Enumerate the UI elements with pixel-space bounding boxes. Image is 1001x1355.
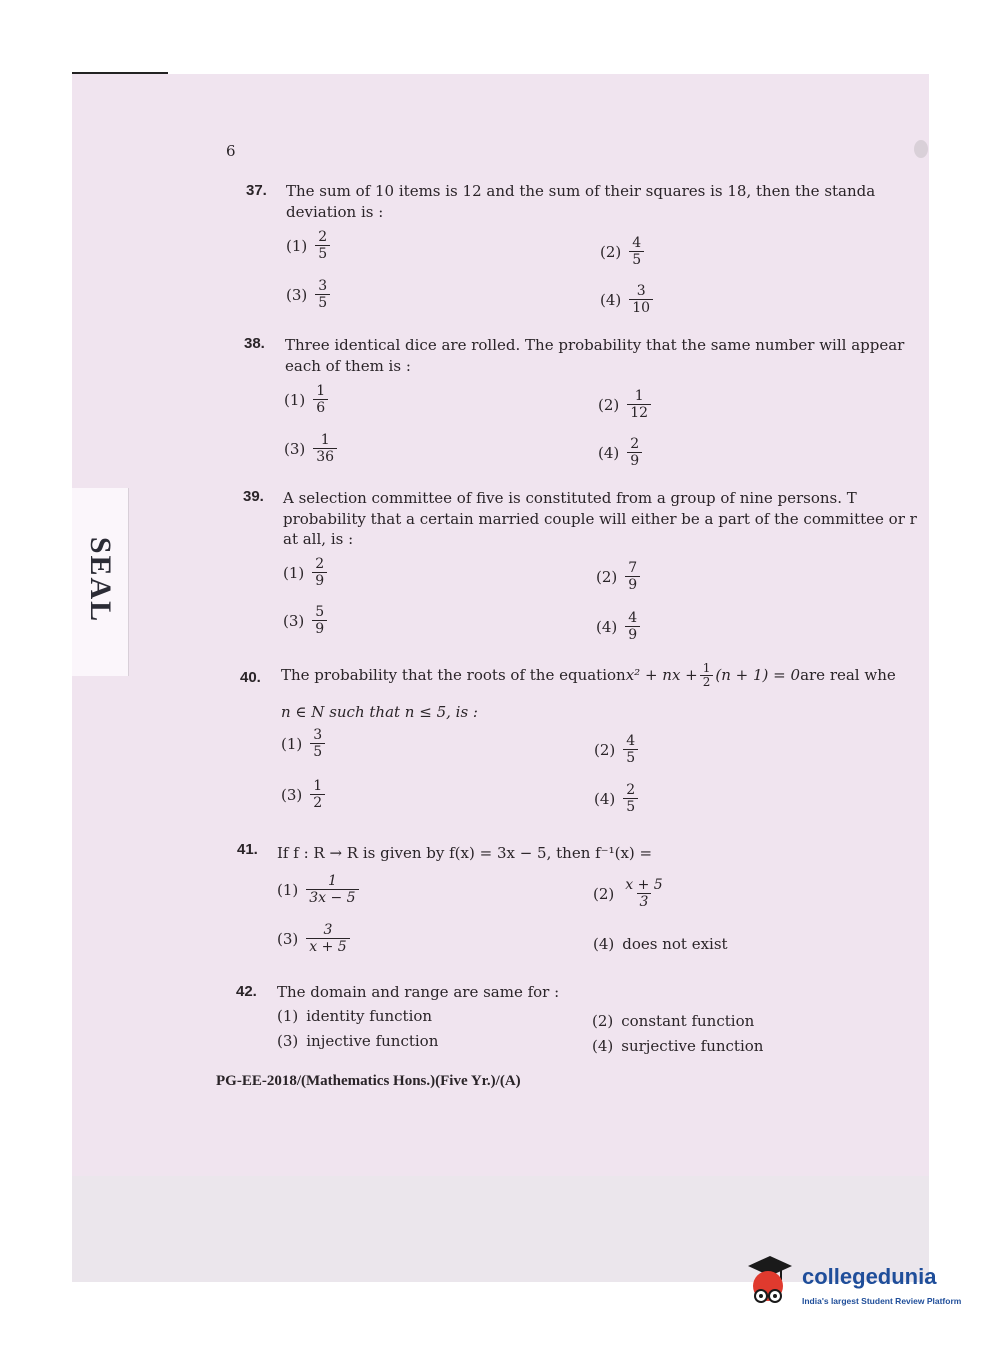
question-text: A selection committee of five is constituted from a group of nine persons. T — [283, 489, 857, 507]
option-1[interactable] — [286, 229, 330, 262]
question-text: The probability that the roots of the equation x² + nx + $\frac{1}{2}$ (n + 1) = 0 are real whe — [281, 661, 896, 689]
option-3[interactable] — [283, 604, 327, 637]
option-4[interactable] — [596, 610, 640, 643]
fraction: $\frac{1}{2}$ — [700, 662, 714, 689]
option-label: (3) — [283, 611, 305, 630]
question-text: Three identical dice are rolled. The probability that the same number will appear — [285, 336, 905, 354]
option-label: (2) — [598, 395, 620, 414]
option-4[interactable] — [600, 283, 653, 316]
fraction: $\frac{2}{9}$ — [627, 436, 642, 469]
logo-tagline: India's largest Student Review Platform — [802, 1296, 962, 1306]
option-label: (2) — [592, 1012, 614, 1030]
option-label: (3) — [277, 929, 299, 948]
collegedunia-logo[interactable] — [744, 1252, 974, 1314]
option-text: constant function — [621, 1012, 755, 1030]
option-text: injective function — [306, 1032, 439, 1050]
option-label: (1) — [283, 563, 305, 582]
logo-wordmark: collegedunia — [802, 1264, 937, 1289]
fraction: $\frac{1}{36}$ — [313, 432, 337, 465]
question-number: 42. — [236, 983, 257, 1000]
option-label: (4) — [598, 443, 620, 462]
question-text: probability that a certain married couple will either be a part of the committee or r — [283, 510, 917, 528]
fraction: $\frac{1}{6}$ — [313, 383, 328, 416]
fraction: $\frac{4}{9}$ — [625, 610, 640, 643]
option-4[interactable] — [592, 1037, 763, 1055]
option-4[interactable] — [593, 935, 728, 953]
question-number: 38. — [244, 335, 265, 352]
question-text: n ∈ N such that n ≤ 5, is : — [281, 703, 478, 721]
option-text: does not exist — [622, 935, 728, 953]
option-1[interactable] — [277, 873, 359, 906]
question-number: 39. — [243, 488, 264, 505]
page-number: 6 — [226, 142, 236, 160]
option-label: (4) — [596, 617, 618, 636]
fraction: $\frac{2}{9}$ — [312, 556, 327, 589]
option-label: (2) — [594, 740, 616, 759]
option-4[interactable] — [594, 782, 638, 815]
option-2[interactable] — [596, 560, 640, 593]
fraction: $\frac{5}{9}$ — [312, 604, 327, 637]
option-label: (1) — [286, 236, 308, 255]
option-label: (3) — [277, 1032, 299, 1050]
fraction: $\frac{7}{9}$ — [625, 560, 640, 593]
option-text: surjective function — [621, 1037, 764, 1055]
option-label: (4) — [592, 1037, 614, 1055]
option-label: (2) — [600, 242, 622, 261]
option-1[interactable] — [284, 383, 328, 416]
fraction: $\frac{2}{5}$ — [315, 229, 330, 262]
option-label: (1) — [277, 880, 299, 899]
question-text: The domain and range are same for : — [277, 983, 560, 1001]
option-label: (2) — [593, 884, 615, 903]
option-2[interactable] — [594, 733, 638, 766]
question-number: 37. — [246, 182, 267, 199]
paper-code-footer: PG-EE-2018/(Mathematics Hons.)(Five Yr.)/(A) — [216, 1073, 521, 1089]
option-1[interactable] — [281, 727, 325, 760]
option-2[interactable] — [593, 877, 666, 910]
fraction: $\frac{3}{5}$ — [315, 278, 330, 311]
option-3[interactable] — [277, 922, 350, 955]
fraction: $\frac{3}{10}$ — [629, 283, 653, 316]
option-label: (3) — [284, 439, 306, 458]
fraction: $\frac{1}{12}$ — [627, 388, 651, 421]
option-2[interactable] — [600, 235, 644, 268]
fraction: $\frac{3}{x + 5}$ — [306, 922, 349, 955]
equation: x² + nx + — [625, 666, 698, 684]
fraction: $\frac{x + 5}{3}$ — [625, 877, 663, 910]
fraction: $\frac{2}{5}$ — [623, 782, 638, 815]
fraction: $\frac{1}{3x - 5}$ — [306, 873, 358, 906]
fraction: $\frac{1}{2}$ — [310, 778, 325, 811]
question-text: each of them is : — [285, 357, 411, 375]
question-number: 41. — [237, 841, 258, 858]
option-text: identity function — [306, 1007, 433, 1025]
option-3[interactable] — [277, 1032, 438, 1050]
option-3[interactable] — [281, 778, 325, 811]
fraction: $\frac{4}{5}$ — [623, 733, 638, 766]
fraction: $\frac{4}{5}$ — [629, 235, 644, 268]
question-text: at all, is : — [283, 530, 354, 548]
option-2[interactable] — [592, 1012, 754, 1030]
option-3[interactable] — [284, 432, 337, 465]
option-label: (2) — [596, 567, 618, 586]
option-1[interactable] — [277, 1007, 432, 1025]
question-text: If f : R → R is given by f(x) = 3x − 5, then f⁻¹(x) = — [277, 844, 653, 862]
option-label: (4) — [593, 935, 615, 953]
seal-label: SEAL — [84, 536, 117, 624]
equation: (n + 1) = 0 — [715, 666, 801, 684]
option-2[interactable] — [598, 388, 651, 421]
option-label: (1) — [277, 1007, 299, 1025]
question-text: The sum of 10 items is 12 and the sum of their squares is 18, then the standa — [286, 182, 876, 200]
option-label: (3) — [286, 285, 308, 304]
mascot-icon — [744, 1252, 800, 1314]
option-1[interactable] — [283, 556, 327, 589]
question-number: 40. — [240, 669, 261, 686]
option-3[interactable] — [286, 278, 330, 311]
option-label: (4) — [600, 290, 622, 309]
option-label: (3) — [281, 785, 303, 804]
option-label: (1) — [281, 734, 303, 753]
option-label: (4) — [594, 789, 616, 808]
fraction: $\frac{3}{5}$ — [310, 727, 325, 760]
option-4[interactable] — [598, 436, 642, 469]
question-text: deviation is : — [286, 203, 384, 221]
page-corner-mark — [914, 140, 928, 158]
option-label: (1) — [284, 390, 306, 409]
